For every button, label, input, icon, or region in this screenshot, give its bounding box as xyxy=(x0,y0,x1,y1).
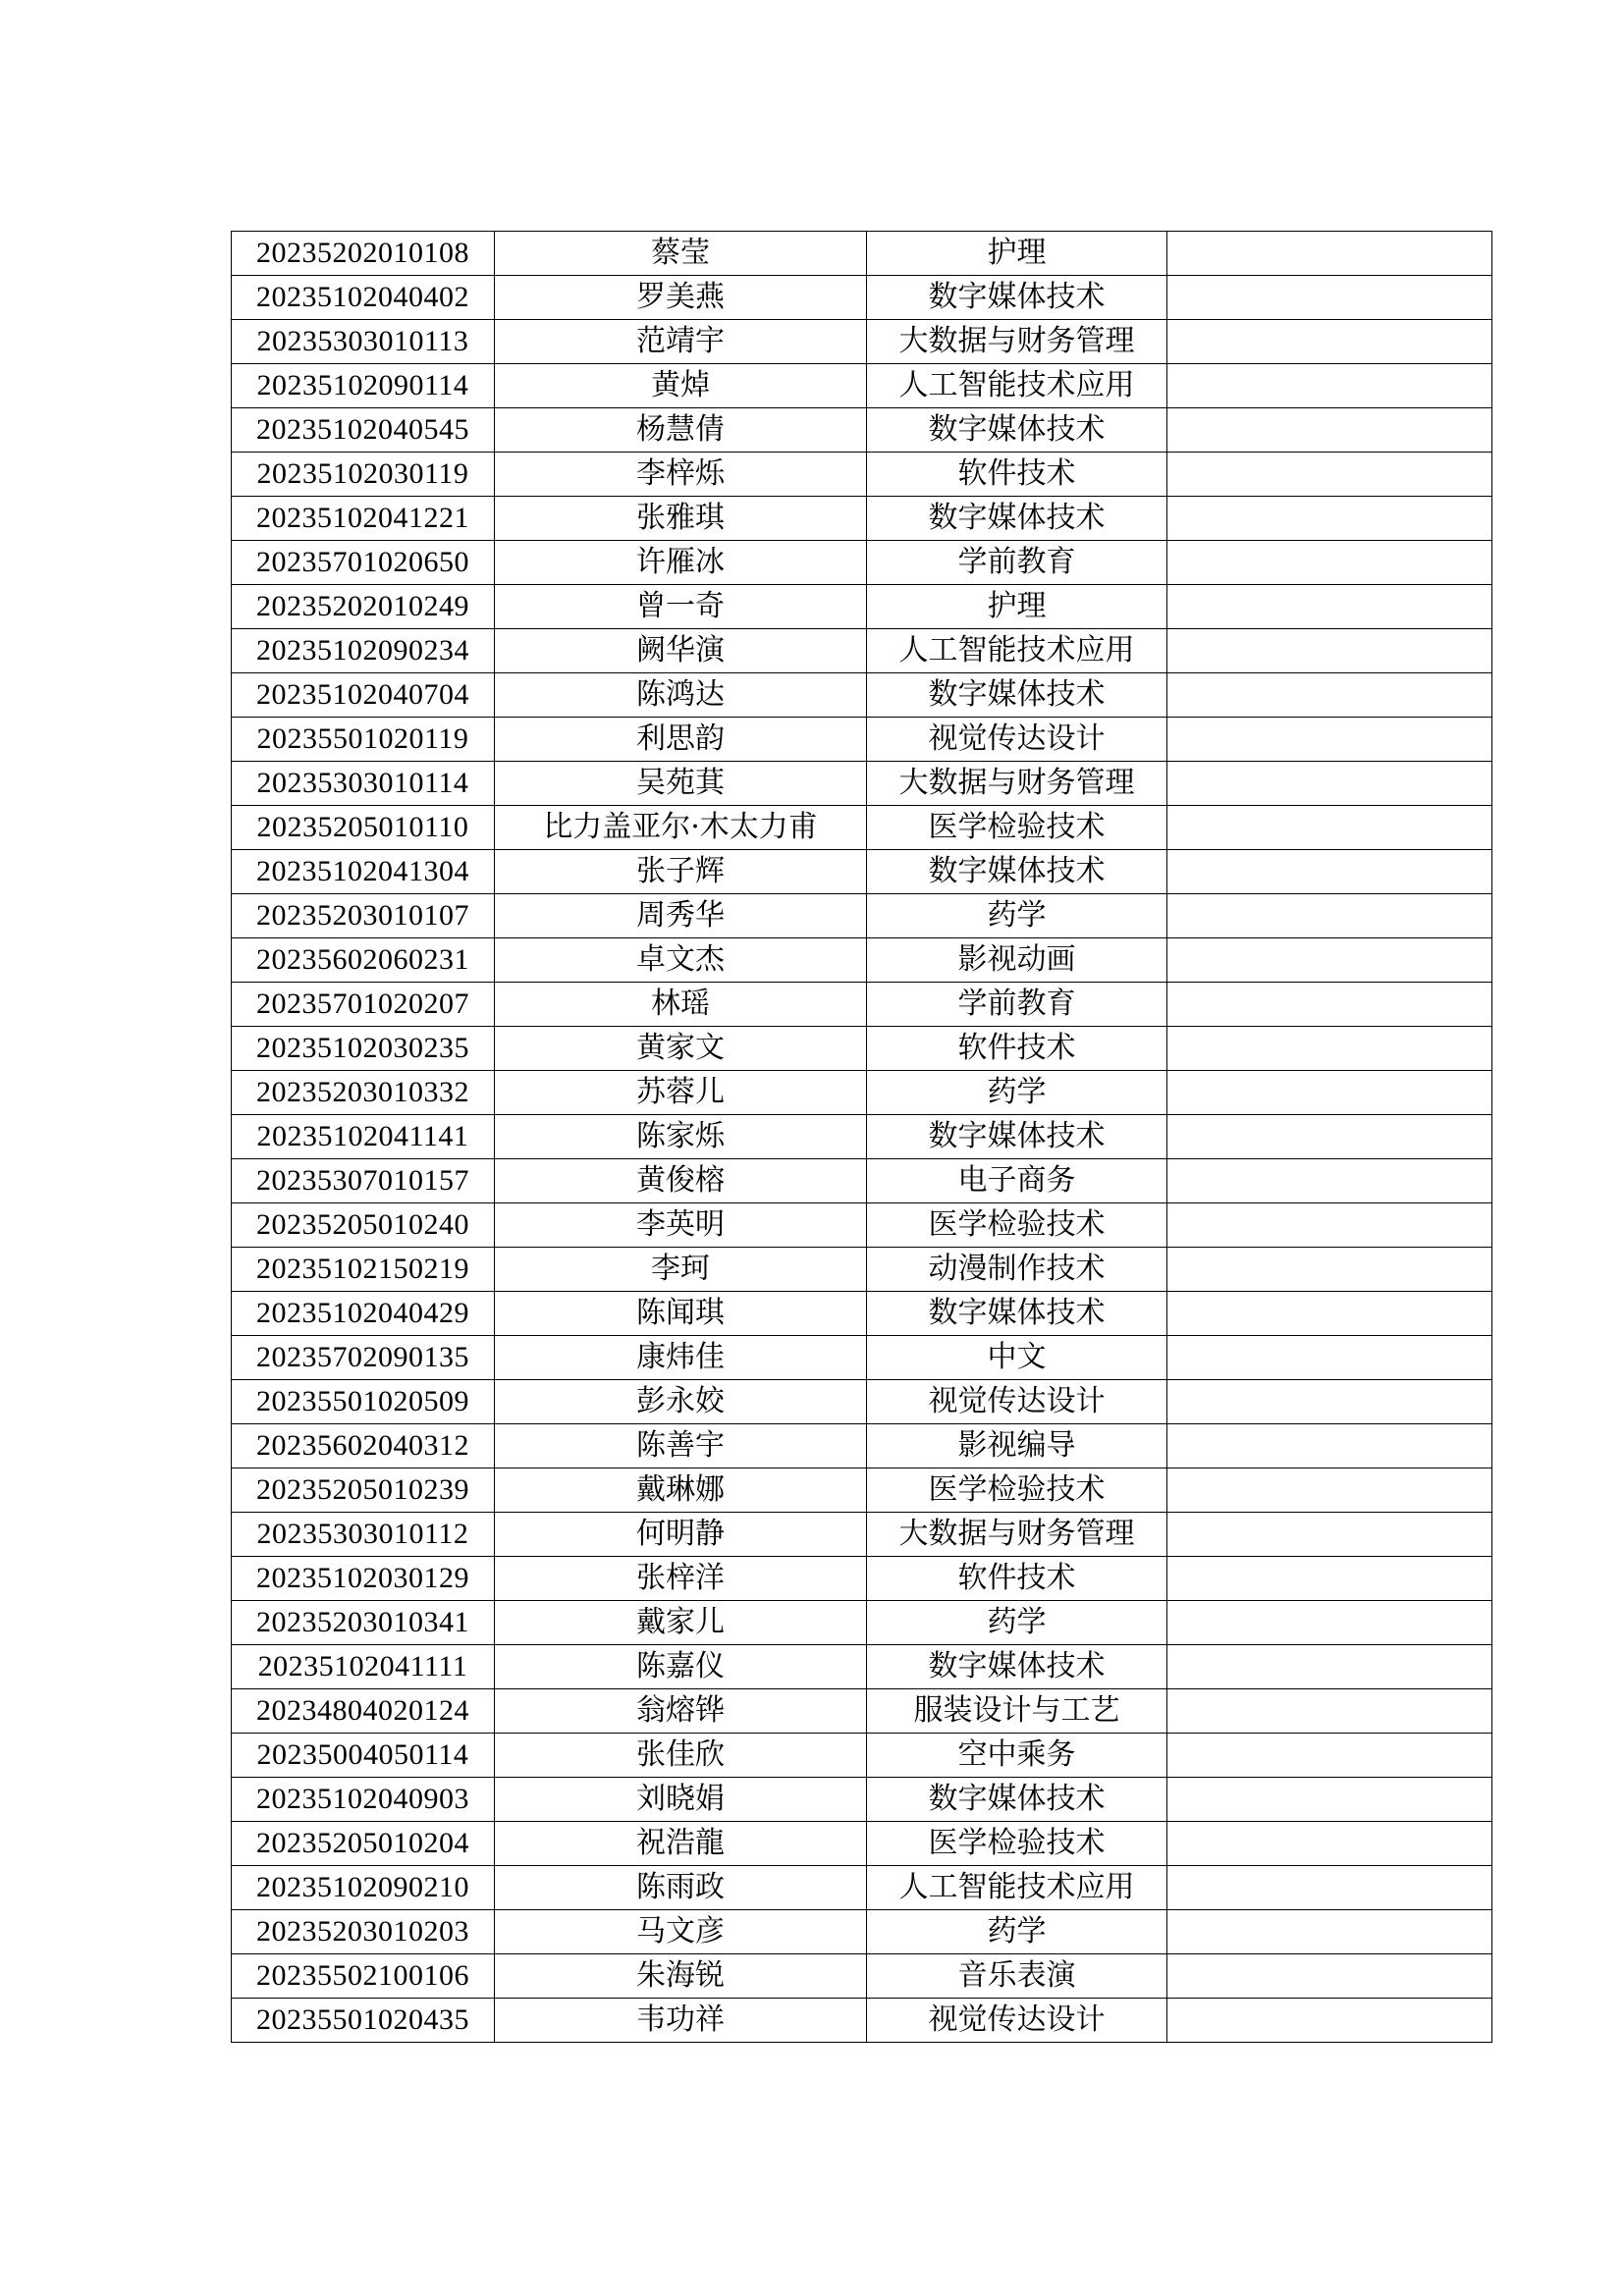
major-cell: 医学检验技术 xyxy=(867,1203,1167,1248)
table-row xyxy=(232,1071,1492,1115)
major-cell: 数字媒体技术 xyxy=(867,276,1167,320)
student-name-cell: 利思韵 xyxy=(495,718,867,762)
note-cell xyxy=(1167,232,1492,276)
student-name-cell: 罗美燕 xyxy=(495,276,867,320)
note-cell xyxy=(1167,1822,1492,1866)
student-name-cell: 陈家烁 xyxy=(495,1115,867,1159)
major-cell: 空中乘务 xyxy=(867,1734,1167,1778)
student-name-cell: 张佳欣 xyxy=(495,1734,867,1778)
major-cell: 人工智能技术应用 xyxy=(867,629,1167,673)
student-name-cell: 陈善宇 xyxy=(495,1424,867,1468)
major-cell: 数字媒体技术 xyxy=(867,673,1167,718)
student-name-cell: 祝浩龍 xyxy=(495,1822,867,1866)
note-cell xyxy=(1167,1027,1492,1071)
table-row xyxy=(232,364,1492,408)
student-name-cell: 周秀华 xyxy=(495,894,867,938)
table-row xyxy=(232,1292,1492,1336)
student-id-cell: 20235307010157 xyxy=(232,1159,495,1203)
note-cell xyxy=(1167,1778,1492,1822)
student-id-cell: 20235102030129 xyxy=(232,1557,495,1601)
note-cell xyxy=(1167,1292,1492,1336)
student-name-cell: 张雅琪 xyxy=(495,497,867,541)
note-cell xyxy=(1167,320,1492,364)
table-row xyxy=(232,673,1492,718)
major-cell: 数字媒体技术 xyxy=(867,408,1167,453)
note-cell xyxy=(1167,1336,1492,1380)
student-name-cell: 范靖宇 xyxy=(495,320,867,364)
table-row xyxy=(232,850,1492,894)
note-cell xyxy=(1167,364,1492,408)
table-row xyxy=(232,585,1492,629)
student-id-cell: 20235205010110 xyxy=(232,806,495,850)
note-cell xyxy=(1167,1601,1492,1645)
major-cell: 视觉传达设计 xyxy=(867,718,1167,762)
note-cell xyxy=(1167,497,1492,541)
note-cell xyxy=(1167,541,1492,585)
major-cell: 大数据与财务管理 xyxy=(867,762,1167,806)
table-row xyxy=(232,938,1492,983)
table-row xyxy=(232,1645,1492,1689)
note-cell xyxy=(1167,1513,1492,1557)
student-name-cell: 陈闻琪 xyxy=(495,1292,867,1336)
student-name-cell: 蔡莹 xyxy=(495,232,867,276)
major-cell: 药学 xyxy=(867,1071,1167,1115)
table-row xyxy=(232,1822,1492,1866)
student-id-cell: 20235102040903 xyxy=(232,1778,495,1822)
major-cell: 学前教育 xyxy=(867,541,1167,585)
table-row xyxy=(232,806,1492,850)
major-cell: 医学检验技术 xyxy=(867,1822,1167,1866)
student-name-cell: 陈嘉仪 xyxy=(495,1645,867,1689)
student-id-cell: 20235102041221 xyxy=(232,497,495,541)
major-cell: 数字媒体技术 xyxy=(867,1645,1167,1689)
student-id-cell: 20234804020124 xyxy=(232,1689,495,1734)
student-id-cell: 20235102041141 xyxy=(232,1115,495,1159)
note-cell xyxy=(1167,762,1492,806)
student-name-cell: 李梓烁 xyxy=(495,453,867,497)
table-row xyxy=(232,1601,1492,1645)
student-name-cell: 李英明 xyxy=(495,1203,867,1248)
major-cell: 软件技术 xyxy=(867,1557,1167,1601)
major-cell: 药学 xyxy=(867,1910,1167,1954)
note-cell xyxy=(1167,1203,1492,1248)
major-cell: 医学检验技术 xyxy=(867,806,1167,850)
major-cell: 软件技术 xyxy=(867,1027,1167,1071)
major-cell: 大数据与财务管理 xyxy=(867,1513,1167,1557)
student-name-cell: 杨慧倩 xyxy=(495,408,867,453)
student-id-cell: 20235203010107 xyxy=(232,894,495,938)
student-name-cell: 马文彦 xyxy=(495,1910,867,1954)
major-cell: 护理 xyxy=(867,232,1167,276)
note-cell xyxy=(1167,1689,1492,1734)
note-cell xyxy=(1167,850,1492,894)
note-cell xyxy=(1167,894,1492,938)
student-id-cell: 20235102040704 xyxy=(232,673,495,718)
table-row xyxy=(232,718,1492,762)
note-cell xyxy=(1167,938,1492,983)
student-id-cell: 20235303010112 xyxy=(232,1513,495,1557)
student-id-cell: 20235501020435 xyxy=(232,1999,495,2043)
note-cell xyxy=(1167,408,1492,453)
student-name-cell: 张子辉 xyxy=(495,850,867,894)
table-row xyxy=(232,1115,1492,1159)
note-cell xyxy=(1167,673,1492,718)
student-id-cell: 20235502100106 xyxy=(232,1954,495,1999)
student-id-cell: 20235205010239 xyxy=(232,1468,495,1513)
student-id-cell: 20235205010240 xyxy=(232,1203,495,1248)
note-cell xyxy=(1167,1557,1492,1601)
roster-body xyxy=(232,232,1492,2043)
table-row xyxy=(232,408,1492,453)
major-cell: 电子商务 xyxy=(867,1159,1167,1203)
major-cell: 影视编导 xyxy=(867,1424,1167,1468)
student-name-cell: 吴苑萁 xyxy=(495,762,867,806)
student-id-cell: 20235202010249 xyxy=(232,585,495,629)
table-row xyxy=(232,1468,1492,1513)
student-name-cell: 戴家儿 xyxy=(495,1601,867,1645)
student-name-cell: 李珂 xyxy=(495,1248,867,1292)
major-cell: 中文 xyxy=(867,1336,1167,1380)
note-cell xyxy=(1167,1424,1492,1468)
table-row xyxy=(232,1380,1492,1424)
note-cell xyxy=(1167,276,1492,320)
table-row xyxy=(232,1203,1492,1248)
student-roster-table xyxy=(231,231,1492,2043)
major-cell: 动漫制作技术 xyxy=(867,1248,1167,1292)
student-id-cell: 20235501020119 xyxy=(232,718,495,762)
table-row xyxy=(232,1027,1492,1071)
major-cell: 数字媒体技术 xyxy=(867,497,1167,541)
table-row xyxy=(232,1424,1492,1468)
table-row xyxy=(232,1910,1492,1954)
student-name-cell: 翁熔铧 xyxy=(495,1689,867,1734)
table-row xyxy=(232,453,1492,497)
student-id-cell: 20235102090114 xyxy=(232,364,495,408)
student-id-cell: 20235203010341 xyxy=(232,1601,495,1645)
student-id-cell: 20235102150219 xyxy=(232,1248,495,1292)
note-cell xyxy=(1167,1734,1492,1778)
major-cell: 视觉传达设计 xyxy=(867,1380,1167,1424)
student-name-cell: 曾一奇 xyxy=(495,585,867,629)
note-cell xyxy=(1167,1954,1492,1999)
note-cell xyxy=(1167,983,1492,1027)
table-row xyxy=(232,1778,1492,1822)
student-id-cell: 20235102040402 xyxy=(232,276,495,320)
table-row xyxy=(232,762,1492,806)
major-cell: 人工智能技术应用 xyxy=(867,1866,1167,1910)
student-name-cell: 阙华演 xyxy=(495,629,867,673)
note-cell xyxy=(1167,1468,1492,1513)
student-id-cell: 20235303010113 xyxy=(232,320,495,364)
note-cell xyxy=(1167,1910,1492,1954)
note-cell xyxy=(1167,585,1492,629)
student-name-cell: 朱海锐 xyxy=(495,1954,867,1999)
note-cell xyxy=(1167,1071,1492,1115)
student-name-cell: 戴琳娜 xyxy=(495,1468,867,1513)
student-name-cell: 黄焯 xyxy=(495,364,867,408)
table-row xyxy=(232,1336,1492,1380)
student-id-cell: 20235303010114 xyxy=(232,762,495,806)
student-id-cell: 20235102030119 xyxy=(232,453,495,497)
table-row xyxy=(232,1866,1492,1910)
note-cell xyxy=(1167,1248,1492,1292)
student-name-cell: 苏蓉儿 xyxy=(495,1071,867,1115)
major-cell: 大数据与财务管理 xyxy=(867,320,1167,364)
major-cell: 药学 xyxy=(867,1601,1167,1645)
student-name-cell: 比力盖亚尔·木太力甫 xyxy=(495,806,867,850)
note-cell xyxy=(1167,1645,1492,1689)
table-row xyxy=(232,232,1492,276)
student-id-cell: 20235102090234 xyxy=(232,629,495,673)
student-name-cell: 刘晓娟 xyxy=(495,1778,867,1822)
student-id-cell: 20235701020650 xyxy=(232,541,495,585)
table-row xyxy=(232,1159,1492,1203)
student-id-cell: 20235205010204 xyxy=(232,1822,495,1866)
table-row xyxy=(232,983,1492,1027)
table-row xyxy=(232,629,1492,673)
student-id-cell: 20235102040429 xyxy=(232,1292,495,1336)
student-id-cell: 20235203010332 xyxy=(232,1071,495,1115)
table-row xyxy=(232,320,1492,364)
student-name-cell: 何明静 xyxy=(495,1513,867,1557)
student-id-cell: 20235004050114 xyxy=(232,1734,495,1778)
student-name-cell: 陈鸿达 xyxy=(495,673,867,718)
table-row xyxy=(232,1734,1492,1778)
student-name-cell: 康炜佳 xyxy=(495,1336,867,1380)
major-cell: 数字媒体技术 xyxy=(867,1115,1167,1159)
student-name-cell: 黄家文 xyxy=(495,1027,867,1071)
major-cell: 药学 xyxy=(867,894,1167,938)
table-row xyxy=(232,1999,1492,2043)
student-id-cell: 20235202010108 xyxy=(232,232,495,276)
note-cell xyxy=(1167,1866,1492,1910)
major-cell: 数字媒体技术 xyxy=(867,1292,1167,1336)
student-id-cell: 20235701020207 xyxy=(232,983,495,1027)
student-name-cell: 张梓洋 xyxy=(495,1557,867,1601)
major-cell: 医学检验技术 xyxy=(867,1468,1167,1513)
student-id-cell: 20235203010203 xyxy=(232,1910,495,1954)
major-cell: 服装设计与工艺 xyxy=(867,1689,1167,1734)
note-cell xyxy=(1167,1380,1492,1424)
student-id-cell: 20235702090135 xyxy=(232,1336,495,1380)
table-row xyxy=(232,1954,1492,1999)
major-cell: 影视动画 xyxy=(867,938,1167,983)
major-cell: 人工智能技术应用 xyxy=(867,364,1167,408)
student-id-cell: 20235102090210 xyxy=(232,1866,495,1910)
note-cell xyxy=(1167,629,1492,673)
note-cell xyxy=(1167,1999,1492,2043)
table-row xyxy=(232,541,1492,585)
student-id-cell: 20235102041304 xyxy=(232,850,495,894)
student-name-cell: 韦功祥 xyxy=(495,1999,867,2043)
major-cell: 软件技术 xyxy=(867,453,1167,497)
note-cell xyxy=(1167,1159,1492,1203)
table-row xyxy=(232,894,1492,938)
major-cell: 护理 xyxy=(867,585,1167,629)
student-id-cell: 20235602060231 xyxy=(232,938,495,983)
note-cell xyxy=(1167,1115,1492,1159)
major-cell: 音乐表演 xyxy=(867,1954,1167,1999)
student-id-cell: 20235102041111 xyxy=(232,1645,495,1689)
table-row xyxy=(232,497,1492,541)
student-id-cell: 20235102040545 xyxy=(232,408,495,453)
note-cell xyxy=(1167,718,1492,762)
student-name-cell: 林瑶 xyxy=(495,983,867,1027)
student-name-cell: 陈雨政 xyxy=(495,1866,867,1910)
major-cell: 视觉传达设计 xyxy=(867,1999,1167,2043)
table-row xyxy=(232,1557,1492,1601)
major-cell: 学前教育 xyxy=(867,983,1167,1027)
student-id-cell: 20235602040312 xyxy=(232,1424,495,1468)
table-row xyxy=(232,276,1492,320)
major-cell: 数字媒体技术 xyxy=(867,1778,1167,1822)
student-name-cell: 许雁冰 xyxy=(495,541,867,585)
note-cell xyxy=(1167,453,1492,497)
student-name-cell: 彭永姣 xyxy=(495,1380,867,1424)
table-row xyxy=(232,1689,1492,1734)
student-name-cell: 黄俊榕 xyxy=(495,1159,867,1203)
table-row xyxy=(232,1248,1492,1292)
student-id-cell: 20235501020509 xyxy=(232,1380,495,1424)
note-cell xyxy=(1167,806,1492,850)
major-cell: 数字媒体技术 xyxy=(867,850,1167,894)
student-id-cell: 20235102030235 xyxy=(232,1027,495,1071)
table-row xyxy=(232,1513,1492,1557)
student-name-cell: 卓文杰 xyxy=(495,938,867,983)
